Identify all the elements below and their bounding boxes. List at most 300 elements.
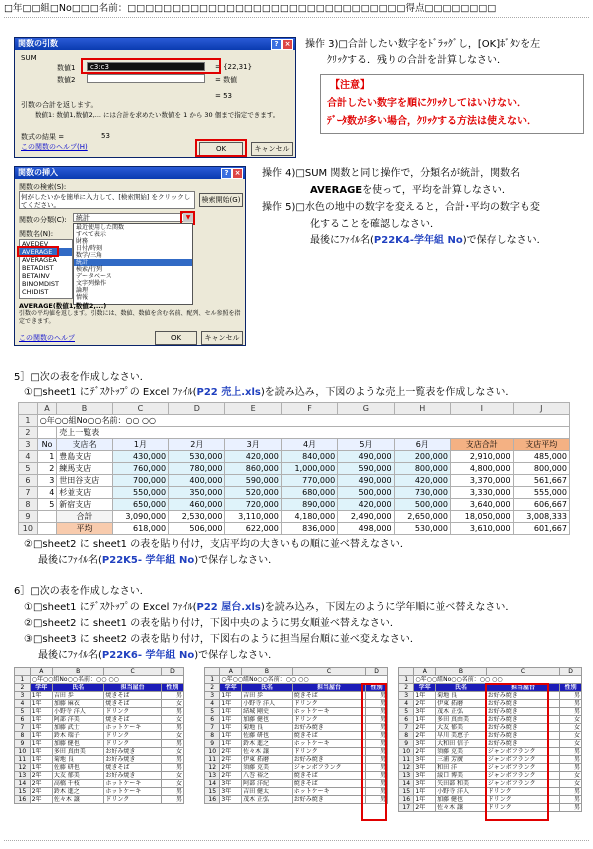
table-cell[interactable]: 佐々木 譲 [436, 804, 487, 812]
row-header[interactable]: 17 [399, 804, 414, 812]
table-cell[interactable]: 618,000 [112, 523, 168, 535]
column-header[interactable]: C [486, 668, 560, 676]
function-item[interactable]: CHIDIST [22, 288, 49, 296]
table-cell[interactable]: 2年 [30, 780, 52, 788]
category-option[interactable]: データベース [76, 273, 112, 280]
row-header[interactable]: 6 [19, 475, 38, 487]
row-header[interactable]: 5 [19, 463, 38, 475]
table-cell[interactable]: 2年 [414, 748, 436, 756]
table-cell[interactable]: ジャンボフランク [486, 772, 560, 780]
category-dropdown-list[interactable] [73, 223, 193, 305]
table-cell[interactable]: お好み焼き [104, 748, 161, 756]
table-cell[interactable]: 2年 [30, 796, 52, 804]
table-cell[interactable]: 1年 [30, 732, 52, 740]
table-cell[interactable]: 女 [161, 732, 183, 740]
row-header[interactable]: 8 [15, 732, 31, 740]
table-cell[interactable]: 女 [161, 772, 183, 780]
category-option[interactable]: 検索/行列 [76, 266, 103, 273]
table-cell[interactable]: 男 [161, 692, 183, 700]
row-header[interactable]: 16 [205, 796, 220, 804]
table-cell[interactable]: 男 [560, 788, 582, 796]
table-cell[interactable]: ドリンク [486, 804, 560, 812]
column-header[interactable]: C [112, 403, 168, 415]
table-cell[interactable]: 小野寺 洋人 [436, 788, 487, 796]
table-cell[interactable]: 三浦 芳廣 [436, 756, 487, 764]
row-header[interactable]: 9 [399, 740, 414, 748]
table-cell[interactable]: 加藤 武士 [52, 724, 104, 732]
table-cell[interactable]: 1年 [30, 692, 52, 700]
table-cell[interactable]: 2年 [220, 748, 242, 756]
row-header[interactable]: 13 [15, 772, 31, 780]
table-cell[interactable]: 3,330,000 [450, 487, 513, 499]
table-cell[interactable]: 鈴木 瑞子 [52, 732, 104, 740]
table-cell[interactable]: 男 [161, 796, 183, 804]
table-cell[interactable]: 520,000 [225, 487, 281, 499]
row-header[interactable]: 8 [19, 499, 38, 511]
table-cell[interactable]: ドリンク [104, 732, 161, 740]
row-header[interactable]: 2 [205, 684, 220, 692]
table-cell[interactable]: 1年 [414, 692, 436, 700]
column-header[interactable]: D [366, 668, 388, 676]
table-cell[interactable]: 須藤 克美 [436, 748, 487, 756]
table-cell[interactable]: 350,000 [169, 487, 225, 499]
table-cell[interactable]: ドリンク [292, 700, 366, 708]
row-header[interactable]: 9 [15, 740, 31, 748]
row-header[interactable]: 6 [15, 716, 31, 724]
header-cell[interactable]: 支店合計 [450, 439, 513, 451]
help-link[interactable]: この関数のヘルプ(H) [21, 143, 88, 151]
table-cell[interactable]: 836,000 [281, 523, 337, 535]
function-item[interactable]: BETAINV [22, 272, 50, 280]
column-header[interactable]: H [394, 403, 450, 415]
row-header[interactable]: 7 [19, 487, 38, 499]
header-cell[interactable]: 性別 [560, 684, 582, 692]
row-header[interactable]: 2 [399, 684, 414, 692]
table-cell[interactable]: ジャンボフランク [486, 748, 560, 756]
table-cell[interactable]: 佐藤 研也 [242, 732, 293, 740]
table-cell[interactable]: 練馬支店 [57, 463, 112, 475]
row-header[interactable]: 15 [399, 788, 414, 796]
table-cell[interactable]: 3,008,333 [513, 511, 569, 523]
table-cell[interactable]: 1年 [414, 716, 436, 724]
table-cell[interactable]: 490,000 [338, 451, 394, 463]
table-cell[interactable]: ホットケーキ [104, 780, 161, 788]
name-cell[interactable]: ○年○○組No○○名前：○○ ○○ [30, 676, 183, 684]
row-header[interactable]: 7 [399, 724, 414, 732]
table-cell[interactable]: 4,180,000 [281, 511, 337, 523]
table-cell[interactable]: 焼きそば [104, 764, 161, 772]
row-header[interactable]: 11 [15, 756, 31, 764]
row-header[interactable]: 14 [15, 780, 31, 788]
table-cell[interactable]: 730,000 [394, 487, 450, 499]
table-cell[interactable]: ホットケーキ [292, 708, 366, 716]
table-cell[interactable]: 佐々木 譲 [52, 796, 104, 804]
row-header[interactable]: 4 [399, 700, 414, 708]
table-cell[interactable]: 2 [37, 463, 57, 475]
search-button[interactable]: 検索開始(G) [199, 193, 243, 207]
cancel-button[interactable]: キャンセル [251, 142, 293, 156]
cancel-button[interactable]: キャンセル [201, 331, 243, 345]
table-cell[interactable]: 2年 [414, 724, 436, 732]
table-cell[interactable]: 700,000 [112, 475, 168, 487]
header-cell[interactable]: 担当屋台 [486, 684, 560, 692]
header-cell[interactable]: 5月 [338, 439, 394, 451]
table-cell[interactable]: お好み焼き [292, 796, 366, 804]
table-cell[interactable]: 小野寺 洋人 [52, 708, 104, 716]
row-header[interactable]: 16 [399, 796, 414, 804]
corner-cell[interactable] [19, 403, 38, 415]
table-cell[interactable]: ジャンボフランク [486, 780, 560, 788]
function-item[interactable]: BETADIST [22, 264, 54, 272]
table-cell[interactable]: 女 [560, 732, 582, 740]
table-cell[interactable]: 女 [560, 724, 582, 732]
row-header[interactable]: 4 [15, 700, 31, 708]
table-cell[interactable]: 498,000 [338, 523, 394, 535]
table-cell[interactable]: 420,000 [338, 499, 394, 511]
table-cell[interactable]: 菊地 良 [436, 692, 487, 700]
header-cell[interactable]: 6月 [394, 439, 450, 451]
table-cell[interactable]: お好み焼き [104, 756, 161, 764]
column-header[interactable]: D [161, 668, 183, 676]
table-cell[interactable]: 加藤 健也 [436, 796, 487, 804]
row-header[interactable]: 2 [19, 427, 38, 439]
table-cell[interactable]: 女 [161, 780, 183, 788]
table-cell[interactable]: 茂木 正弘 [242, 796, 293, 804]
table-cell[interactable]: 590,000 [225, 475, 281, 487]
table-cell[interactable]: 3年 [414, 772, 436, 780]
table-cell[interactable]: 3,640,000 [450, 499, 513, 511]
row-header[interactable]: 6 [205, 716, 220, 724]
close-icon[interactable]: × [232, 168, 243, 179]
table-cell[interactable]: 1年 [414, 788, 436, 796]
row-header[interactable]: 8 [399, 732, 414, 740]
function-item[interactable]: AVERAGEA [22, 256, 57, 264]
table-cell[interactable]: お好み焼き [486, 692, 560, 700]
table-cell[interactable]: 2年 [220, 764, 242, 772]
name-cell[interactable]: ○年○○組No○○名前：○○ ○○ [414, 676, 582, 684]
table-cell[interactable]: 男 [366, 740, 388, 748]
column-header[interactable]: G [338, 403, 394, 415]
table-cell[interactable]: ジャンボフランク [292, 764, 366, 772]
row-header[interactable]: 4 [205, 700, 220, 708]
table-cell[interactable]: 500,000 [338, 487, 394, 499]
row-header[interactable]: 12 [205, 764, 220, 772]
category-option[interactable]: 論理 [76, 287, 89, 294]
table-cell[interactable]: 400,000 [169, 475, 225, 487]
table-cell[interactable]: 男 [366, 796, 388, 804]
table-cell[interactable]: ドリンク [486, 788, 560, 796]
row-header[interactable]: 1 [205, 676, 220, 684]
table-cell[interactable]: 焼きそば [104, 700, 161, 708]
table-cell[interactable]: 460,000 [169, 499, 225, 511]
table-cell[interactable]: お好み焼き [486, 716, 560, 724]
row-header[interactable]: 15 [15, 788, 31, 796]
table-cell[interactable]: 阿部 洋紀 [242, 780, 293, 788]
table-cell[interactable]: お好み焼き [292, 724, 366, 732]
table-cell[interactable]: ホットケーキ [292, 740, 366, 748]
table-cell[interactable]: ドリンク [104, 708, 161, 716]
row-header[interactable]: 11 [205, 756, 220, 764]
table-cell[interactable]: 男 [366, 692, 388, 700]
column-header[interactable]: A [37, 403, 57, 415]
row-header[interactable]: 1 [19, 415, 38, 427]
header-cell[interactable]: 性別 [366, 684, 388, 692]
table-cell[interactable]: 女 [560, 772, 582, 780]
table-cell[interactable]: ホットケーキ [104, 724, 161, 732]
row-header[interactable]: 15 [205, 788, 220, 796]
table-cell[interactable]: 大友 郁美 [52, 772, 104, 780]
table-cell[interactable]: 770,000 [281, 475, 337, 487]
table-cell[interactable]: 2年 [30, 772, 52, 780]
table-cell[interactable]: 561,667 [513, 475, 569, 487]
table-cell[interactable]: 5 [37, 499, 57, 511]
table-cell[interactable]: 840,000 [281, 451, 337, 463]
row-header[interactable]: 5 [205, 708, 220, 716]
table-cell[interactable]: 2,650,000 [394, 511, 450, 523]
table-cell[interactable]: 焼きそば [292, 772, 366, 780]
column-header[interactable]: B [57, 403, 112, 415]
header-cell[interactable]: 支店名 [57, 439, 112, 451]
table-cell[interactable]: 430,000 [112, 451, 168, 463]
header-cell[interactable]: 3月 [225, 439, 281, 451]
table-cell[interactable]: 高橋 千枝 [52, 780, 104, 788]
function-item[interactable]: BINOMDIST [22, 280, 59, 288]
table-cell[interactable]: 3年 [220, 796, 242, 804]
row-header[interactable]: 13 [399, 772, 414, 780]
table-cell[interactable]: 860,000 [225, 463, 281, 475]
table-cell[interactable]: 鈴木 進之 [242, 740, 293, 748]
column-header[interactable]: D [169, 403, 225, 415]
cell[interactable] [37, 427, 57, 439]
table-cell[interactable]: 506,000 [169, 523, 225, 535]
table-cell[interactable]: 1年 [220, 708, 242, 716]
table-cell[interactable]: 1年 [220, 700, 242, 708]
table-cell[interactable]: 1年 [30, 748, 52, 756]
header-cell[interactable]: No [37, 439, 57, 451]
table-cell[interactable]: 1年 [30, 708, 52, 716]
table-cell[interactable]: お好み焼き [104, 772, 161, 780]
table-cell[interactable]: 3,090,000 [112, 511, 168, 523]
table-cell[interactable]: 男 [560, 764, 582, 772]
chevron-down-icon[interactable]: ▼ [183, 213, 193, 222]
table-cell[interactable]: 男 [366, 716, 388, 724]
table-cell[interactable]: 3 [37, 475, 57, 487]
table-cell[interactable]: 650,000 [112, 499, 168, 511]
table-cell[interactable]: 男 [560, 796, 582, 804]
table-cell[interactable]: 女 [560, 780, 582, 788]
table-cell[interactable]: 601,667 [513, 523, 569, 535]
table-cell[interactable]: 555,000 [513, 487, 569, 499]
help-icon[interactable]: ? [271, 39, 282, 50]
table-cell[interactable]: ドリンク [292, 716, 366, 724]
column-header[interactable]: A [220, 668, 242, 676]
table-cell[interactable]: 和田 洋 [436, 764, 487, 772]
column-header[interactable]: A [414, 668, 436, 676]
table-cell[interactable]: 男 [161, 724, 183, 732]
table-cell[interactable]: 結城 剛史 [242, 708, 293, 716]
table-cell[interactable]: 606,667 [513, 499, 569, 511]
table-cell[interactable]: 小野寺 洋人 [242, 700, 293, 708]
category-option[interactable]: すべて表示 [76, 231, 106, 238]
header-cell[interactable]: 4月 [281, 439, 337, 451]
table-cell[interactable]: 3年 [414, 764, 436, 772]
header-cell[interactable]: 氏名 [436, 684, 487, 692]
table-cell[interactable]: 男 [161, 740, 183, 748]
table-cell[interactable]: 622,000 [225, 523, 281, 535]
table-cell[interactable]: 2,530,000 [169, 511, 225, 523]
category-select[interactable]: 統計 [73, 213, 193, 222]
category-option[interactable]: 文字列操作 [76, 280, 107, 287]
table-title-cell[interactable]: 売上一覧表 [57, 427, 570, 439]
corner-cell[interactable] [399, 668, 414, 676]
table-cell[interactable]: 1年 [30, 724, 52, 732]
column-header[interactable]: C [292, 668, 366, 676]
table-cell[interactable]: 550,000 [112, 487, 168, 499]
table-cell[interactable]: 男 [161, 788, 183, 796]
header-cell[interactable]: 性別 [161, 684, 183, 692]
row-header[interactable]: 4 [19, 451, 38, 463]
table-cell[interactable]: 須藤 克美 [242, 764, 293, 772]
table-cell[interactable]: 1年 [220, 740, 242, 748]
row-header[interactable]: 6 [399, 716, 414, 724]
column-header[interactable]: B [436, 668, 487, 676]
table-cell[interactable]: 2,910,000 [450, 451, 513, 463]
table-cell[interactable]: 綾口 博美 [436, 772, 487, 780]
table-cell[interactable]: 3年 [414, 756, 436, 764]
table-cell[interactable]: 1年 [220, 724, 242, 732]
column-header[interactable]: E [225, 403, 281, 415]
table-cell[interactable]: 1年 [220, 716, 242, 724]
table-cell[interactable]: 2年 [414, 732, 436, 740]
search-input[interactable]: 何がしたいかを簡単に入力して、[検索開始] をクリックしてください。 [19, 191, 195, 209]
close-icon[interactable]: × [282, 39, 293, 50]
table-cell[interactable] [37, 523, 57, 535]
table-cell[interactable]: ホットケーキ [292, 788, 366, 796]
table-cell[interactable]: 男 [366, 724, 388, 732]
table-cell[interactable]: 720,000 [225, 499, 281, 511]
table-cell[interactable]: 焼きそば [292, 780, 366, 788]
header-cell[interactable]: 氏名 [242, 684, 293, 692]
row-header[interactable]: 8 [205, 732, 220, 740]
table-cell[interactable]: 485,000 [513, 451, 569, 463]
table-cell[interactable]: 男 [560, 692, 582, 700]
column-header[interactable]: D [560, 668, 582, 676]
table-cell[interactable]: 早川 美恵子 [436, 732, 487, 740]
category-option[interactable]: 日付/時刻 [76, 245, 103, 252]
header-cell[interactable]: 2月 [169, 439, 225, 451]
table-cell[interactable]: 大和田 信子 [436, 740, 487, 748]
table-cell[interactable]: ドリンク [104, 796, 161, 804]
table-cell[interactable]: 1 [37, 451, 57, 463]
table-cell[interactable]: 伊東 拓磨 [436, 700, 487, 708]
corner-cell[interactable] [15, 668, 31, 676]
table-cell[interactable]: 焼きそば [292, 692, 366, 700]
ok-button[interactable]: OK [199, 142, 243, 156]
table-cell[interactable]: 男 [366, 708, 388, 716]
arg2-field[interactable] [87, 74, 205, 83]
table-cell[interactable]: 伊東 拓磨 [242, 756, 293, 764]
row-header[interactable]: 7 [15, 724, 31, 732]
row-header[interactable]: 7 [205, 724, 220, 732]
column-header[interactable]: C [104, 668, 161, 676]
table-cell[interactable]: お好み焼き [292, 756, 366, 764]
table-cell[interactable]: 焼きそば [292, 732, 366, 740]
row-header[interactable]: 5 [399, 708, 414, 716]
table-cell[interactable]: 1年 [30, 756, 52, 764]
table-cell[interactable]: 焼きそば [104, 716, 161, 724]
header-cell[interactable]: 学年 [414, 684, 436, 692]
table-cell[interactable]: 男 [366, 756, 388, 764]
table-cell[interactable]: 3,370,000 [450, 475, 513, 487]
table-cell[interactable]: 八巻 裕之 [242, 772, 293, 780]
table-cell[interactable]: 男 [560, 708, 582, 716]
row-header[interactable]: 10 [399, 748, 414, 756]
table-cell[interactable]: 3年 [414, 740, 436, 748]
table-cell[interactable]: 新宿支店 [57, 499, 112, 511]
table-cell[interactable]: 2年 [30, 788, 52, 796]
row-header[interactable]: 5 [15, 708, 31, 716]
row-header[interactable]: 1 [15, 676, 31, 684]
row-header[interactable]: 3 [399, 692, 414, 700]
table-cell[interactable]: 3年 [414, 780, 436, 788]
table-cell[interactable]: 焼きそば [104, 692, 161, 700]
table-cell[interactable]: 男 [560, 700, 582, 708]
table-cell[interactable]: 男 [161, 756, 183, 764]
table-cell[interactable]: 420,000 [225, 451, 281, 463]
table-cell[interactable]: 多田 真由美 [52, 748, 104, 756]
table-cell[interactable]: 男 [366, 732, 388, 740]
table-cell[interactable]: 女 [560, 740, 582, 748]
row-header[interactable]: 1 [399, 676, 414, 684]
category-option[interactable]: 最近使用した関数 [76, 224, 125, 231]
column-header[interactable]: I [450, 403, 513, 415]
table-cell[interactable]: 男 [366, 780, 388, 788]
row-header[interactable]: 10 [205, 748, 220, 756]
table-cell[interactable]: 420,000 [394, 475, 450, 487]
table-cell[interactable]: 平均 [57, 523, 112, 535]
table-cell[interactable]: 530,000 [394, 523, 450, 535]
table-cell[interactable]: 780,000 [169, 463, 225, 475]
table-cell[interactable]: ドリンク [104, 740, 161, 748]
table-cell[interactable]: 男 [161, 764, 183, 772]
table-cell[interactable]: 3,610,000 [450, 523, 513, 535]
row-header[interactable]: 3 [205, 692, 220, 700]
table-cell[interactable]: 佐々木 譲 [242, 748, 293, 756]
table-cell[interactable]: 加藤 健也 [52, 740, 104, 748]
table-cell[interactable]: 佐藤 研也 [52, 764, 104, 772]
column-header[interactable]: B [52, 668, 104, 676]
table-cell[interactable]: ドリンク [486, 796, 560, 804]
table-cell[interactable]: 男 [161, 708, 183, 716]
table-cell[interactable]: お好み焼き [486, 708, 560, 716]
table-cell[interactable]: 男 [560, 804, 582, 812]
table-cell[interactable]: お好み焼き [486, 732, 560, 740]
table-cell[interactable]: 加藤 麻衣 [52, 700, 104, 708]
row-header[interactable]: 10 [19, 523, 38, 535]
row-header[interactable]: 9 [19, 511, 38, 523]
table-cell[interactable]: ドリンク [292, 748, 366, 756]
table-cell[interactable]: 1年 [220, 692, 242, 700]
row-header[interactable]: 10 [15, 748, 31, 756]
column-header[interactable]: F [281, 403, 337, 415]
table-cell[interactable]: 18,050,000 [450, 511, 513, 523]
table-cell[interactable]: 2年 [220, 772, 242, 780]
table-cell[interactable]: お好み焼き [486, 700, 560, 708]
table-cell[interactable]: 530,000 [169, 451, 225, 463]
row-header[interactable]: 12 [399, 764, 414, 772]
table-cell[interactable] [37, 511, 57, 523]
header-cell[interactable]: 担当屋台 [104, 684, 161, 692]
